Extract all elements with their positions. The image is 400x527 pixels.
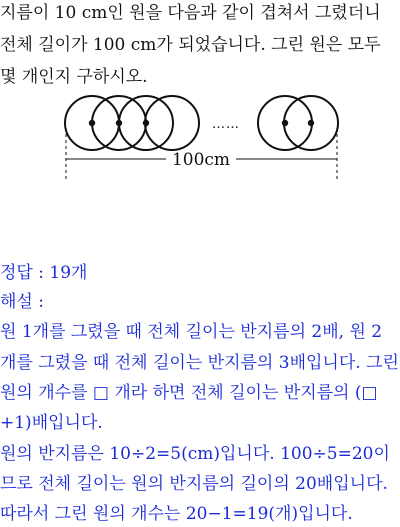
explanation-line-3: 원의 개수를 □ 개라 하면 전체 길이는 반지름의 (□ [0,383,378,403]
overlapping-circles-figure [0,92,400,192]
explanation-line-2: 개를 그렸을 때 전체 길이는 반지름의 3배입니다. 그린 [0,353,399,373]
explanation-label: 해설 : [0,292,44,312]
explanation-line-6: 므로 전체 길이는 원의 반지름의 길이의 20배입니다. [0,474,388,494]
center-dot-5 [308,120,314,126]
center-dot-3 [143,120,149,126]
question-line-1: 지름이 10 cm인 원을 다음과 같이 겹쳐서 그렸더니 [0,3,381,23]
center-dot-4 [282,120,288,126]
question-line-2: 전체 길이가 100 cm가 되었습니다. 그린 원은 모두 [0,35,381,55]
center-dot-1 [89,120,95,126]
center-dot-2 [116,120,122,126]
ellipsis-dots: …… [212,117,240,132]
question-line-3: 몇 개인지 구하시오. [0,67,148,87]
measure-label: 100cm [171,150,231,170]
explanation-line-5: 원의 반지름은 10÷2=5(cm)입니다. 100÷5=20이 [0,444,390,464]
explanation-line-7: 따라서 그린 원의 개수는 20−1=19(개)입니다. [0,504,353,524]
answer-label: 정답 : 19개 [0,263,88,283]
explanation-line-4: +1)배입니다. [0,413,103,433]
explanation-line-1: 원 1개를 그렸을 때 전체 길이는 반지름의 2배, 원 2 [0,322,383,342]
